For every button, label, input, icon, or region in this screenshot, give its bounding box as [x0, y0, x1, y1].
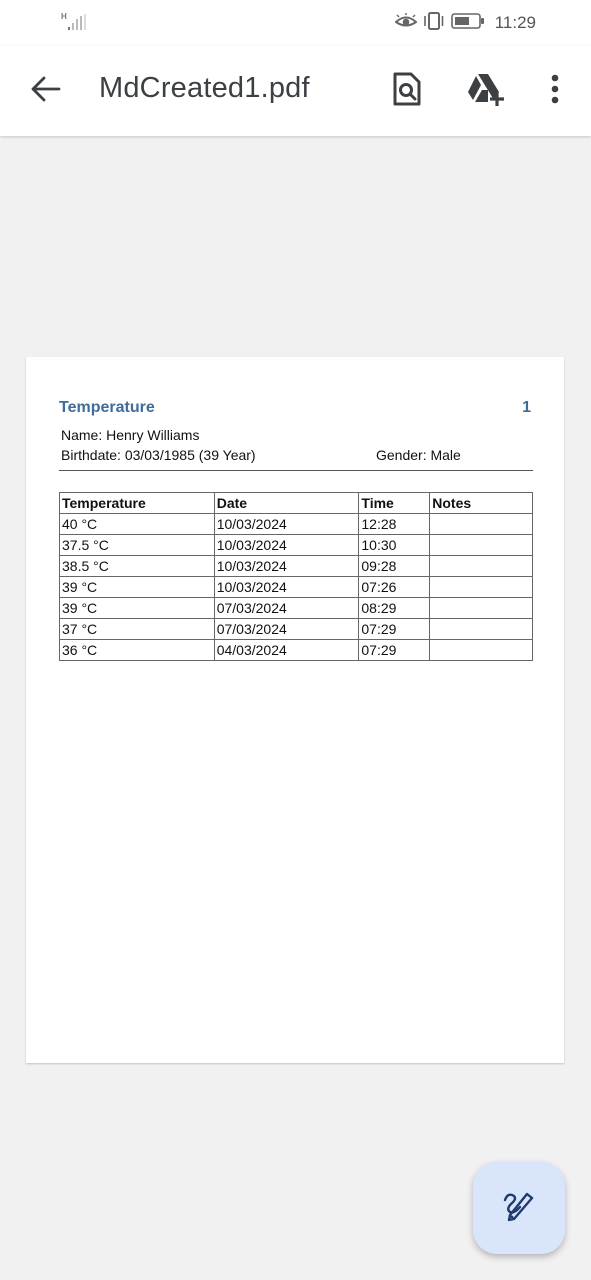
temperature-cell: 39 °C	[60, 598, 215, 619]
signal-icon	[60, 13, 90, 33]
more-vert-icon	[550, 74, 560, 109]
document-title: Temperature	[59, 399, 155, 416]
add-to-drive-button[interactable]	[463, 70, 509, 112]
temperature-cell: 37.5 °C	[60, 535, 215, 556]
date-cell: 10/03/2024	[214, 535, 359, 556]
date-cell: 10/03/2024	[214, 556, 359, 577]
battery-icon	[451, 12, 485, 35]
table-row	[60, 619, 533, 640]
table-row	[60, 514, 533, 535]
temperature-table	[59, 492, 533, 661]
page-number: 1	[522, 399, 531, 416]
table-row	[60, 598, 533, 619]
notes-cell	[430, 619, 533, 640]
table-row	[60, 535, 533, 556]
notes-cell	[430, 640, 533, 661]
back-arrow-icon	[31, 76, 61, 107]
date-cell: 04/03/2024	[214, 640, 359, 661]
time-cell: 10:30	[359, 535, 430, 556]
find-in-page-button[interactable]	[386, 70, 428, 112]
time-cell: 12:28	[359, 514, 430, 535]
notes-cell	[430, 556, 533, 577]
temperature-cell: 39 °C	[60, 577, 215, 598]
file-title: MdCreated1.pdf	[99, 72, 310, 104]
eye-comfort-icon	[395, 13, 417, 34]
edit-fab-button[interactable]	[473, 1162, 565, 1254]
column-header-time: Time	[359, 493, 430, 514]
table-row	[60, 556, 533, 577]
time-cell: 07:29	[359, 619, 430, 640]
temperature-cell: 36 °C	[60, 640, 215, 661]
time-cell: 09:28	[359, 556, 430, 577]
notes-cell	[430, 577, 533, 598]
find-in-page-icon	[393, 72, 421, 111]
back-button[interactable]	[26, 71, 66, 111]
column-header-notes: Notes	[430, 493, 533, 514]
notes-cell	[430, 514, 533, 535]
status-icons	[395, 11, 536, 35]
more-options-button[interactable]	[538, 70, 572, 112]
pdf-page[interactable]	[26, 357, 564, 1063]
date-cell: 10/03/2024	[214, 514, 359, 535]
app-bar	[0, 46, 591, 136]
date-cell: 07/03/2024	[214, 598, 359, 619]
patient-birthdate: Birthdate: 03/03/1985 (39 Year)	[61, 447, 256, 463]
column-header-temperature: Temperature	[60, 493, 215, 514]
date-cell: 07/03/2024	[214, 619, 359, 640]
temperature-cell: 40 °C	[60, 514, 215, 535]
vibrate-icon	[423, 11, 445, 36]
table-row	[60, 640, 533, 661]
notes-cell	[430, 598, 533, 619]
temperature-cell: 38.5 °C	[60, 556, 215, 577]
notes-cell	[430, 535, 533, 556]
time-cell: 08:29	[359, 598, 430, 619]
table-row	[60, 577, 533, 598]
header-divider	[59, 470, 533, 471]
date-cell: 10/03/2024	[214, 577, 359, 598]
table-header-row	[60, 493, 533, 514]
clock: 11:29	[494, 13, 536, 32]
time-cell: 07:26	[359, 577, 430, 598]
add-to-drive-icon	[466, 72, 506, 111]
network-type-label: H	[61, 12, 67, 21]
patient-gender: Gender: Male	[376, 447, 461, 463]
status-bar	[0, 0, 591, 46]
column-header-date: Date	[214, 493, 359, 514]
patient-name: Name: Henry Williams	[61, 427, 200, 443]
time-cell: 07:29	[359, 640, 430, 661]
edit-pen-icon	[502, 1189, 536, 1228]
temperature-cell: 37 °C	[60, 619, 215, 640]
